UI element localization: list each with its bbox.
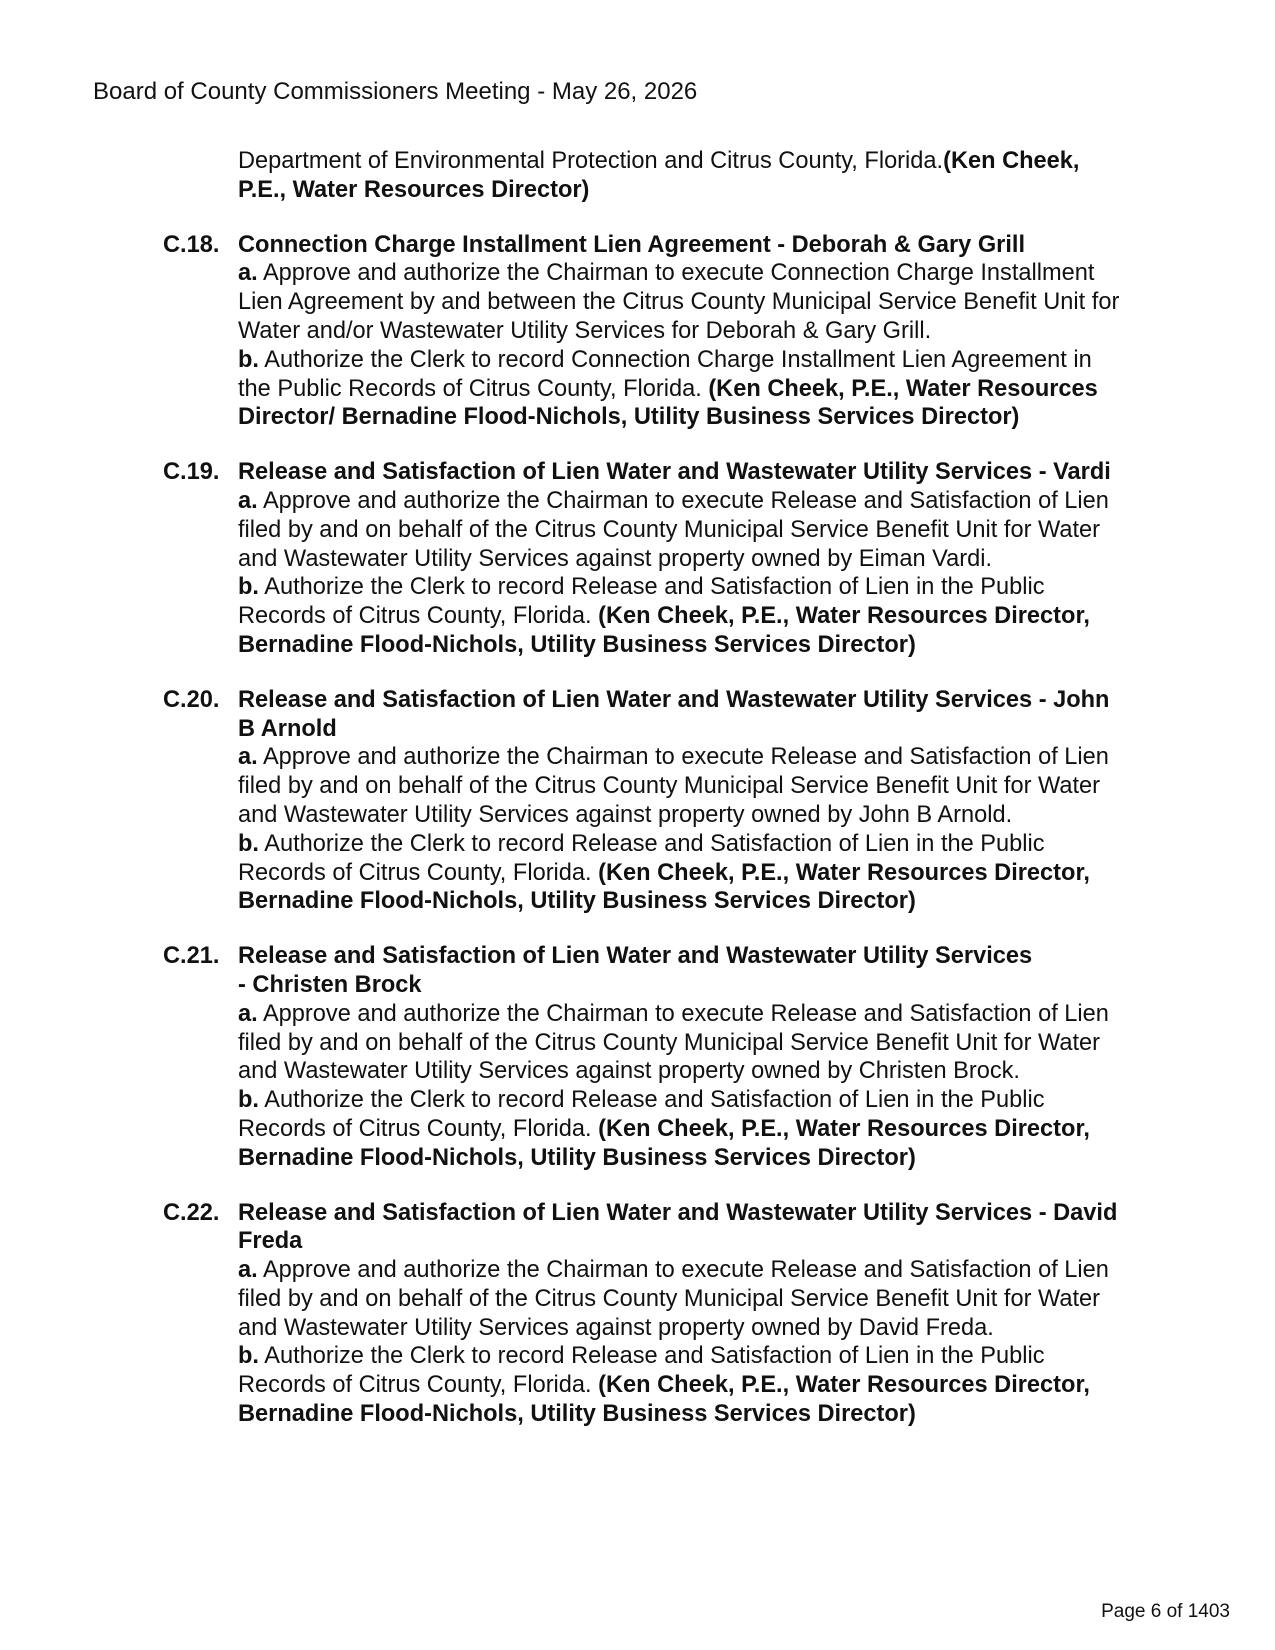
item-number: C.18. [163,231,220,258]
agenda-item-c21 [163,942,1183,1172]
item-body [238,231,1183,433]
item-line: and Wastewater Utility Services against property owned by David Freda. [238,1314,994,1341]
item-line: and Wastewater Utility Services against property owned by Christen Brock. [238,1058,1020,1085]
item-title: B Arnold [238,715,337,742]
item-line: filed by and on behalf of the Citrus County Municipal Service Benefit Unit for Water [238,1285,1101,1312]
item-line: and Wastewater Utility Services against property owned by John B Arnold. [238,801,1013,828]
item-line: a. Approve and authorize the Chairman to execute Release and Satisfaction of Lien [238,487,1109,514]
item-line: a. Approve and authorize the Chairman to execute Release and Satisfaction of Lien [238,1257,1109,1284]
item-line: Bernadine Flood-Nichols, Utility Business Services Director) [238,631,916,658]
item-line: Water and/or Wastewater Utility Services for Deborah & Gary Grill. [238,317,932,344]
item-line: Bernadine Flood-Nichols, Utility Business Services Director) [238,1401,916,1428]
item-number: C.22. [163,1199,220,1226]
item-number: C.20. [163,686,220,713]
item-line: filed by and on behalf of the Citrus County Municipal Service Benefit Unit for Water [238,1029,1101,1056]
item-line: and Wastewater Utility Services against property owned by Eiman Vardi. [238,545,993,572]
item-line: Director/ Bernadine Flood-Nichols, Utility Business Services Director) [238,404,1020,431]
item-line: Records of Citrus County, Florida. (Ken Cheek, P.E., Water Resources Director, [238,1372,1090,1399]
item-body [238,942,1183,1172]
item-line: b. Authorize the Clerk to record Release and Satisfaction of Lien in the Public [238,1087,1045,1114]
agenda-item-c20 [163,686,1183,916]
item-title: Freda [238,1228,303,1255]
agenda-item-c19 [163,458,1183,660]
item-title: Connection Charge Installment Lien Agreement - Deborah & Gary Grill [238,231,1026,258]
item-number: C.19. [163,459,220,486]
item-line: Records of Citrus County, Florida. (Ken Cheek, P.E., Water Resources Director, [238,859,1090,886]
item-line: the Public Records of Citrus County, Florida. (Ken Cheek, P.E., Water Resources [238,375,1098,402]
item-title: Release and Satisfaction of Lien Water and Wastewater Utility Services - John [238,686,1110,713]
item-line: b. Authorize the Clerk to record Connection Charge Installment Lien Agreement in [238,346,1092,373]
item-line: Bernadine Flood-Nichols, Utility Business Services Director) [238,1144,916,1171]
agenda-item-c18 [163,231,1183,433]
item-title: Release and Satisfaction of Lien Water and Wastewater Utility Services - David [238,1199,1118,1226]
item-title: Release and Satisfaction of Lien Water and Wastewater Utility Services [238,943,1033,970]
continuation-line: P.E., Water Resources Director) [238,176,590,203]
item-body [238,458,1183,660]
item-line: Records of Citrus County, Florida. (Ken Cheek, P.E., Water Resources Director, [238,603,1090,630]
item-line: filed by and on behalf of the Citrus County Municipal Service Benefit Unit for Water [238,773,1101,800]
item-line: a. Approve and authorize the Chairman to execute Release and Satisfaction of Lien [238,744,1109,771]
item-line: b. Authorize the Clerk to record Release and Satisfaction of Lien in the Public [238,574,1045,601]
item-line: a. Approve and authorize the Chairman to execute Release and Satisfaction of Lien [238,1000,1109,1027]
item-body [238,1199,1183,1429]
item-line: Bernadine Flood-Nichols, Utility Business Services Director) [238,888,916,915]
page-header-title: Board of County Commissioners Meeting - May 26, 2026 [93,78,698,105]
item-line: b. Authorize the Clerk to record Release and Satisfaction of Lien in the Public [238,830,1045,857]
continuation-line: Department of Environmental Protection and Citrus County, Florida.(Ken Cheek, [238,148,1080,174]
item-body [238,686,1183,916]
item-number: C.21. [163,943,220,970]
item-line: b. Authorize the Clerk to record Release and Satisfaction of Lien in the Public [238,1343,1045,1370]
item-title: Release and Satisfaction of Lien Water and Wastewater Utility Services - Vardi [238,459,1111,486]
item-title: - Christen Brock [238,971,422,998]
item-line: a. Approve and authorize the Chairman to execute Connection Charge Installment [238,260,1095,287]
page-number: Page 6 of 1403 [1101,1601,1230,1622]
agenda-item-c22 [163,1199,1183,1429]
item-line: Lien Agreement by and between the Citrus County Municipal Service Benefit Unit for [238,289,1120,316]
agenda-content [163,147,1183,1429]
item-line: Records of Citrus County, Florida. (Ken Cheek, P.E., Water Resources Director, [238,1115,1090,1142]
item-line: filed by and on behalf of the Citrus County Municipal Service Benefit Unit for Water [238,516,1101,543]
continuation-text [238,147,1183,205]
